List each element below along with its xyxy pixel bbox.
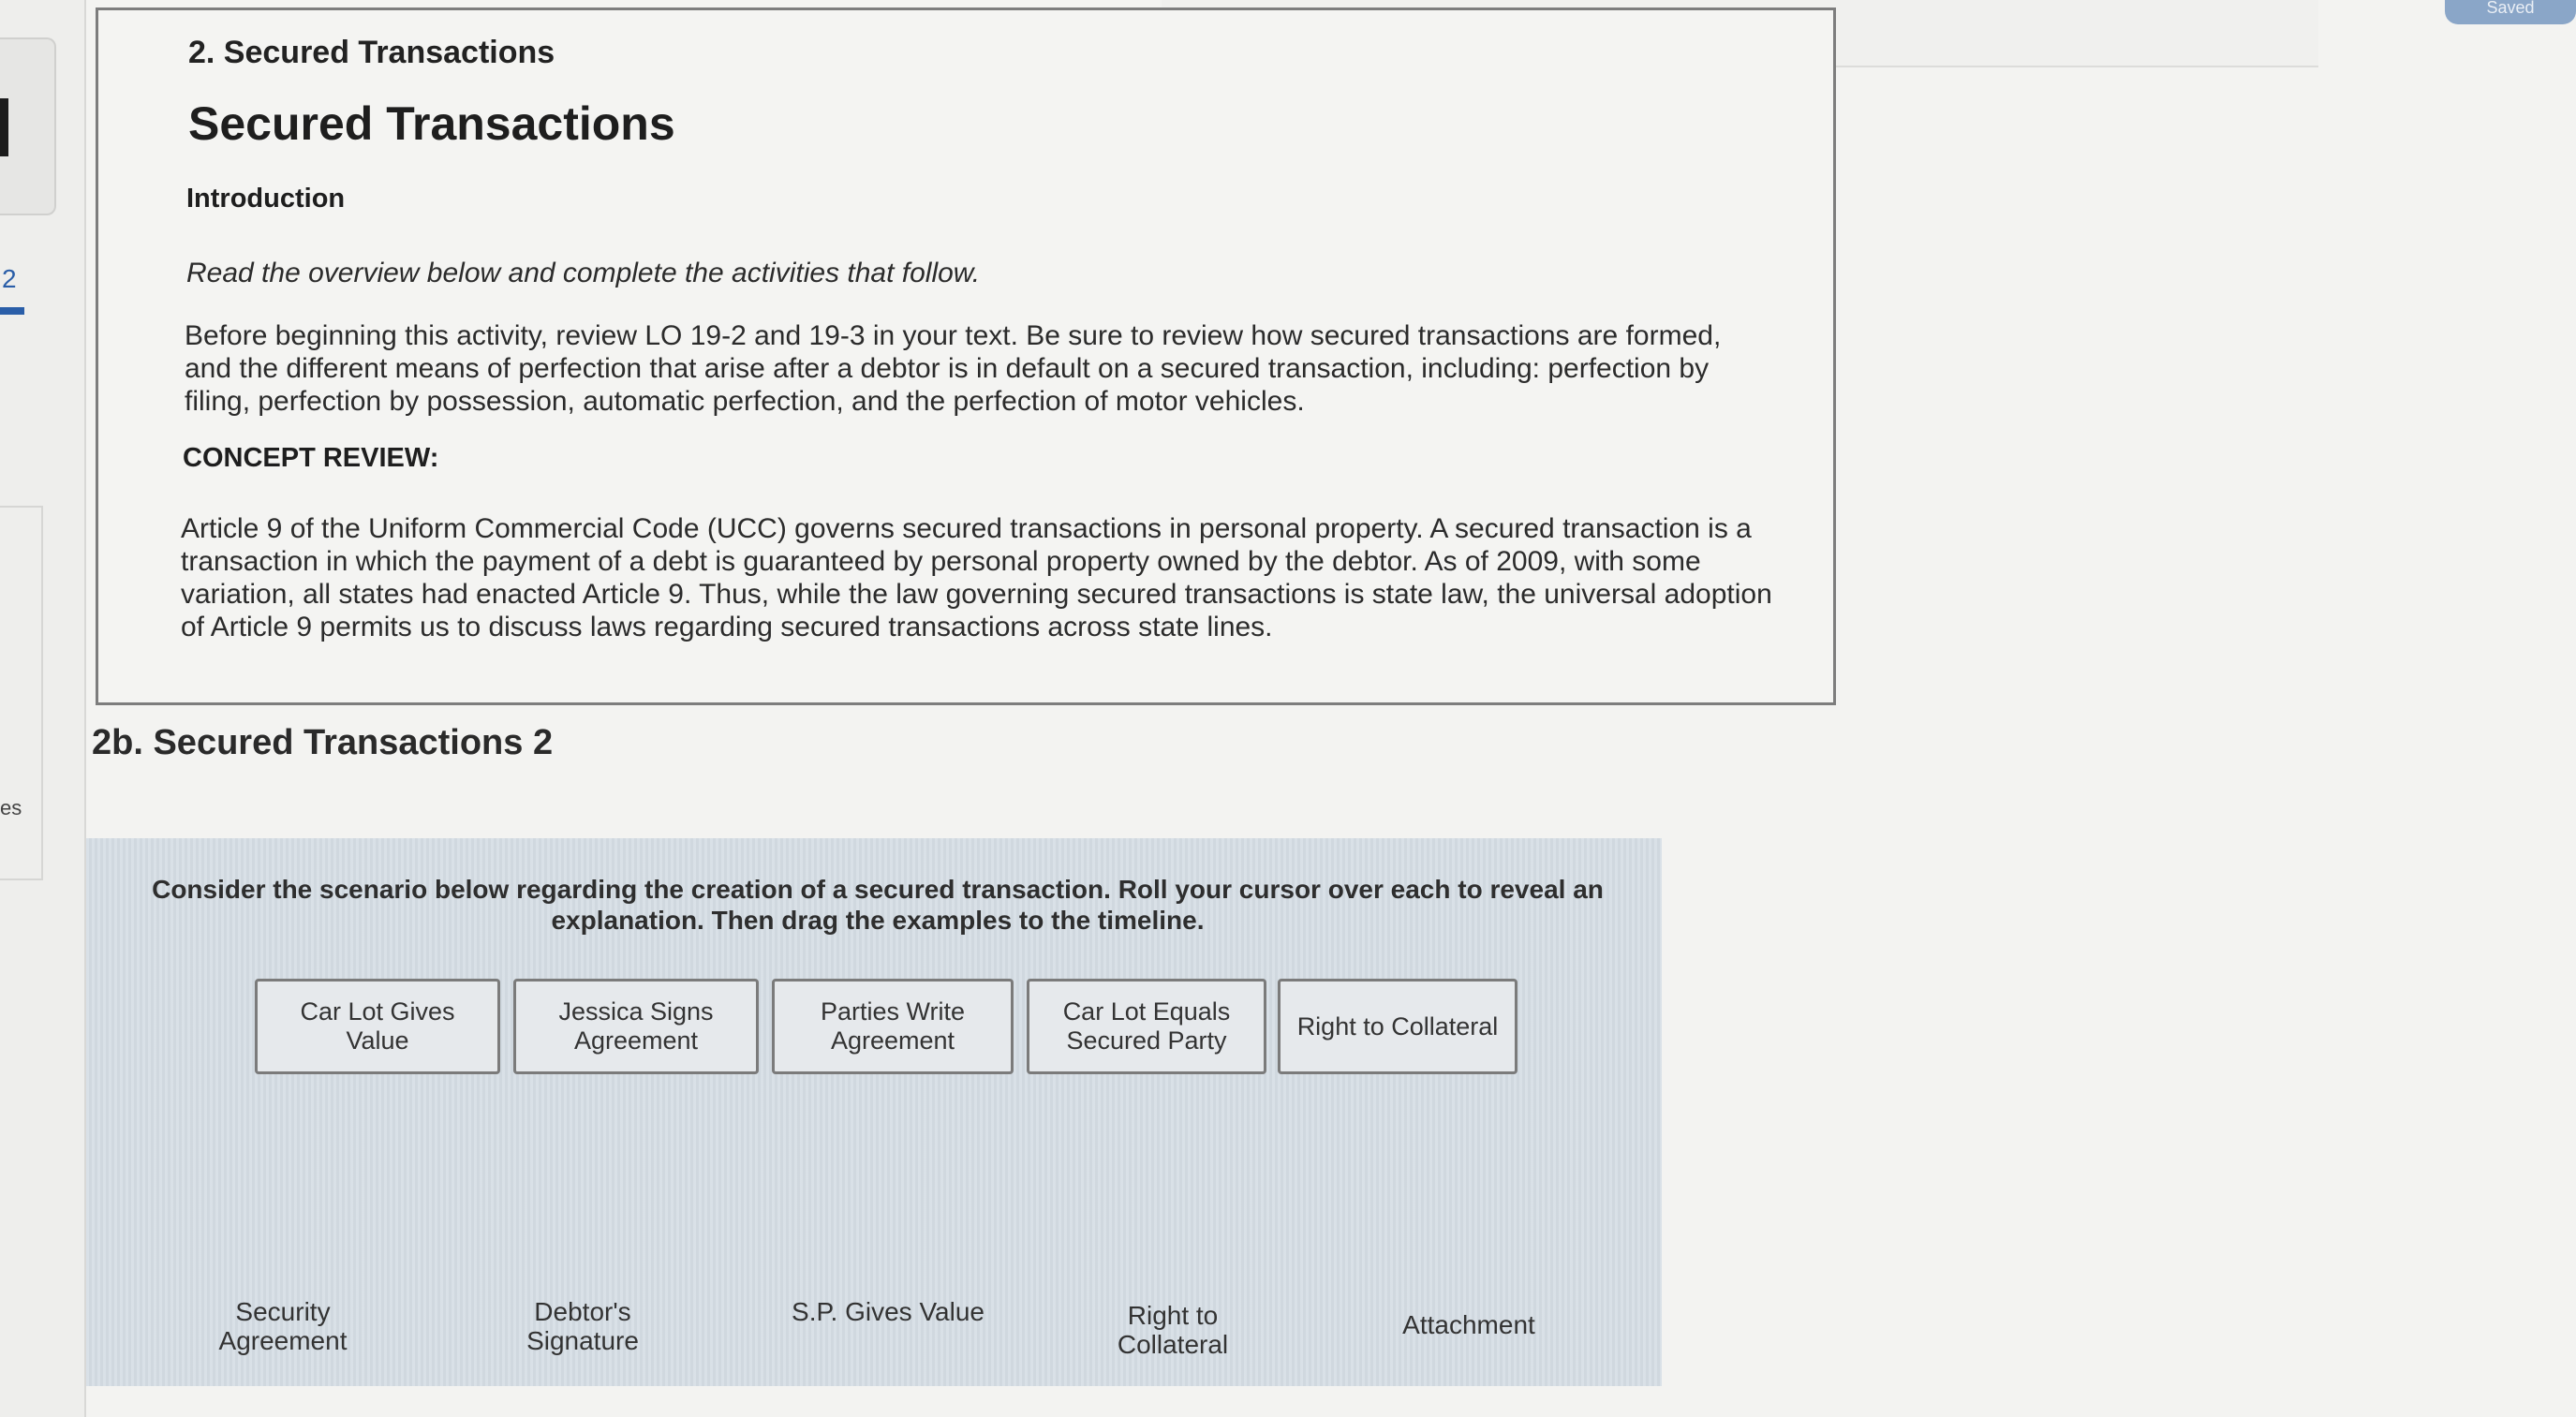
timeline-slot[interactable]: Right to Collateral xyxy=(1117,1301,1229,1359)
timeline-slot[interactable]: S.P. Gives Value xyxy=(792,1297,985,1326)
intro-paragraph: Before beginning this activity, review LO 19-2 and 19-3 in your text. Be sure to review how secured transactions are formed, and the different means of perfection that arise after a debtor is in default on a secured transaction, including: perfection by filing, perfection by possession, automatic perfection, and the perfection of motor vehicles. xyxy=(185,320,1722,417)
example-chip[interactable]: Jessica Signs Agreement xyxy=(513,979,759,1074)
lead-text: Read the overview below and complete the activities that follow. xyxy=(186,258,981,288)
step-number[interactable]: 2 xyxy=(2,264,17,293)
timeline-slot[interactable]: Debtor's Signature xyxy=(526,1297,639,1355)
concept-heading: CONCEPT REVIEW: xyxy=(183,443,439,473)
example-chip[interactable]: Car Lot Gives Value xyxy=(255,979,500,1074)
intro-card xyxy=(96,7,1836,705)
sidebar-tab[interactable] xyxy=(0,37,56,215)
timeline xyxy=(86,1297,1662,1372)
example-chip[interactable]: Car Lot Equals Secured Party xyxy=(1027,979,1266,1074)
example-chip-tray xyxy=(255,979,1519,1082)
example-chip[interactable]: Right to Collateral xyxy=(1278,979,1517,1074)
section-label: Introduction xyxy=(186,184,346,214)
timeline-slot[interactable]: Security Agreement xyxy=(218,1297,348,1355)
activity-instructions: Consider the scenario below regarding the creation of a secured transaction. Roll your cursor over each to reveal an explanation. Then drag the examples to the timeline. xyxy=(152,875,1604,935)
activity-section-title: 2b. Secured Transactions 2 xyxy=(92,723,554,762)
step-indicator xyxy=(0,307,24,315)
example-chip[interactable]: Parties Write Agreement xyxy=(772,979,1014,1074)
timeline-slot[interactable]: Attachment xyxy=(1402,1310,1535,1339)
active-marker xyxy=(0,98,8,156)
left-sidebar xyxy=(0,0,86,1417)
page-title: Secured Transactions xyxy=(188,97,675,150)
sidebar-panel xyxy=(0,506,43,880)
saved-status-badge: Saved xyxy=(2445,0,2576,24)
breadcrumb: 2. Secured Transactions xyxy=(188,35,555,70)
concept-paragraph: Article 9 of the Uniform Commercial Code (UCC) governs secured transactions in personal property. A secured transaction is a transaction in which the payment of a debt is guaranteed by personal property owned by the debtor. As of 2009, with some variation, all states had enacted Article 9. Thus, while the law governing secured transactions is state law, the universal adoption of Article 9 permits us to discuss laws regarding secured transactions across state lines. xyxy=(181,513,1772,642)
drag-activity-panel xyxy=(86,838,1662,1386)
sidebar-partial-label: es xyxy=(0,796,22,819)
